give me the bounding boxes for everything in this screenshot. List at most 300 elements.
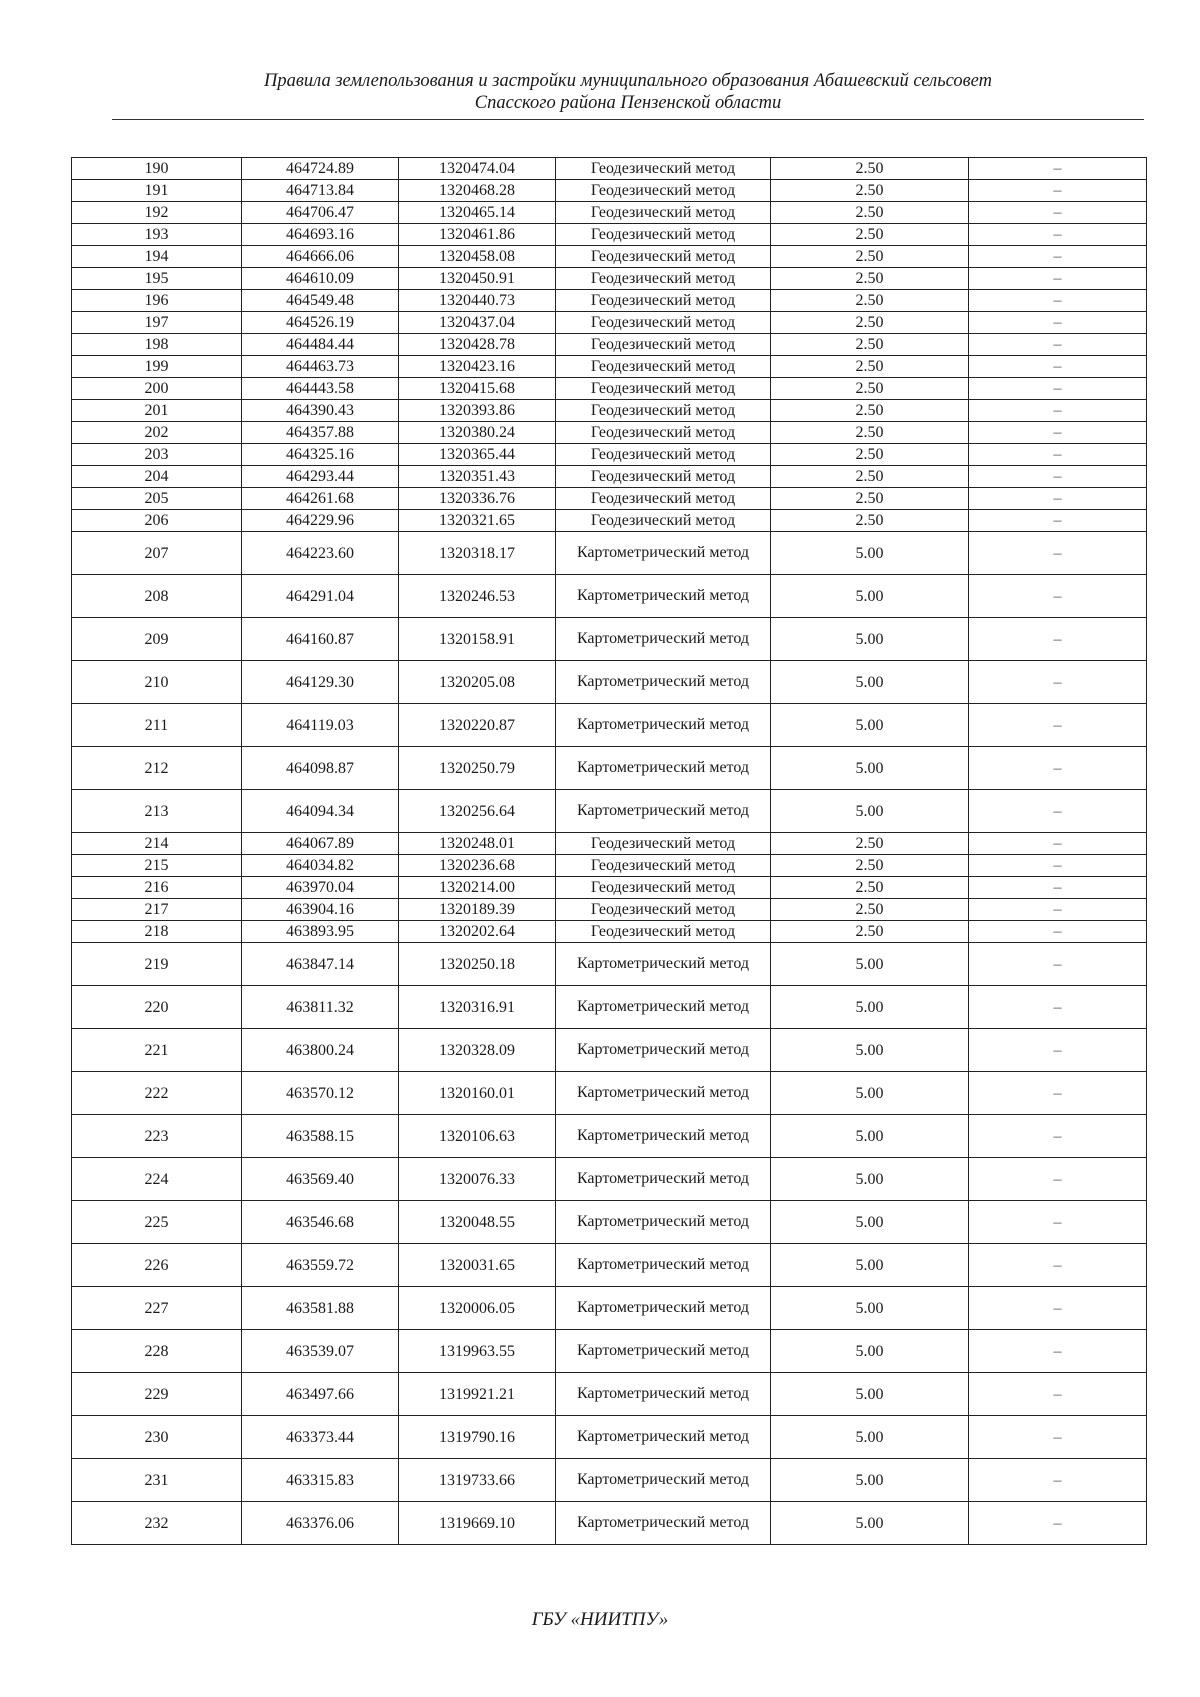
cell-accuracy: 2.50 [771, 444, 969, 466]
cell-coordinate-y: 1320428.78 [399, 334, 556, 356]
table-row [72, 510, 1147, 532]
cell-note: – [969, 1029, 1147, 1072]
cell-accuracy: 2.50 [771, 290, 969, 312]
cell-coordinate-y: 1320336.76 [399, 488, 556, 510]
table-row [72, 575, 1147, 618]
table-row [72, 1029, 1147, 1072]
cell-point-number: 222 [72, 1072, 242, 1115]
cell-coordinate-x: 464713.84 [242, 180, 399, 202]
table-row [72, 747, 1147, 790]
cell-method: Геодезический метод [556, 877, 771, 899]
cell-coordinate-x: 463497.66 [242, 1373, 399, 1416]
cell-coordinate-y: 1319733.66 [399, 1459, 556, 1502]
cell-coordinate-x: 463581.88 [242, 1287, 399, 1330]
cell-coordinate-x: 464160.87 [242, 618, 399, 661]
cell-accuracy: 5.00 [771, 1287, 969, 1330]
table-row [72, 1416, 1147, 1459]
cell-coordinate-y: 1320437.04 [399, 312, 556, 334]
table-row [72, 1115, 1147, 1158]
cell-method: Картометрический метод [556, 532, 771, 575]
cell-point-number: 211 [72, 704, 242, 747]
cell-method: Картометрический метод [556, 661, 771, 704]
cell-point-number: 204 [72, 466, 242, 488]
table-row [72, 400, 1147, 422]
cell-coordinate-y: 1319921.21 [399, 1373, 556, 1416]
cell-coordinate-x: 464034.82 [242, 855, 399, 877]
cell-point-number: 229 [72, 1373, 242, 1416]
cell-coordinate-x: 464098.87 [242, 747, 399, 790]
cell-method: Картометрический метод [556, 1201, 771, 1244]
cell-accuracy: 2.50 [771, 268, 969, 290]
table-row [72, 855, 1147, 877]
cell-note: – [969, 833, 1147, 855]
table-row [72, 378, 1147, 400]
cell-method: Картометрический метод [556, 1459, 771, 1502]
cell-point-number: 208 [72, 575, 242, 618]
cell-method: Геодезический метод [556, 180, 771, 202]
cell-note: – [969, 747, 1147, 790]
cell-method: Картометрический метод [556, 1502, 771, 1545]
header-title-line1: Правила землепользования и застройки муниципального образования Абашевский сельсовет [264, 71, 992, 91]
cell-method: Геодезический метод [556, 488, 771, 510]
cell-accuracy: 5.00 [771, 986, 969, 1029]
cell-coordinate-y: 1320214.00 [399, 877, 556, 899]
cell-coordinate-x: 464229.96 [242, 510, 399, 532]
cell-coordinate-x: 464666.06 [242, 246, 399, 268]
page-header [112, 70, 1144, 114]
cell-coordinate-y: 1320318.17 [399, 532, 556, 575]
cell-accuracy: 2.50 [771, 833, 969, 855]
cell-method: Геодезический метод [556, 334, 771, 356]
cell-accuracy: 2.50 [771, 510, 969, 532]
cell-point-number: 215 [72, 855, 242, 877]
table-row [72, 180, 1147, 202]
cell-point-number: 191 [72, 180, 242, 202]
cell-coordinate-y: 1320158.91 [399, 618, 556, 661]
cell-note: – [969, 1158, 1147, 1201]
cell-method: Картометрический метод [556, 618, 771, 661]
cell-point-number: 193 [72, 224, 242, 246]
cell-note: – [969, 202, 1147, 224]
cell-coordinate-x: 463315.83 [242, 1459, 399, 1502]
cell-method: Геодезический метод [556, 899, 771, 921]
cell-note: – [969, 180, 1147, 202]
cell-coordinate-y: 1320423.16 [399, 356, 556, 378]
cell-coordinate-y: 1320316.91 [399, 986, 556, 1029]
cell-coordinate-y: 1320076.33 [399, 1158, 556, 1201]
cell-method: Геодезический метод [556, 224, 771, 246]
table-row [72, 661, 1147, 704]
cell-accuracy: 2.50 [771, 466, 969, 488]
cell-coordinate-y: 1320160.01 [399, 1072, 556, 1115]
header-divider [112, 119, 1144, 120]
cell-point-number: 228 [72, 1330, 242, 1373]
cell-point-number: 201 [72, 400, 242, 422]
cell-point-number: 197 [72, 312, 242, 334]
cell-coordinate-y: 1320248.01 [399, 833, 556, 855]
cell-method: Геодезический метод [556, 312, 771, 334]
table-row [72, 356, 1147, 378]
table-row [72, 1287, 1147, 1330]
table-row [72, 921, 1147, 943]
cell-coordinate-x: 464261.68 [242, 488, 399, 510]
cell-accuracy: 2.50 [771, 400, 969, 422]
cell-accuracy: 5.00 [771, 575, 969, 618]
cell-coordinate-x: 464724.89 [242, 158, 399, 180]
cell-method: Картометрический метод [556, 1029, 771, 1072]
cell-coordinate-x: 463893.95 [242, 921, 399, 943]
table-row [72, 1072, 1147, 1115]
cell-point-number: 190 [72, 158, 242, 180]
cell-coordinate-x: 464293.44 [242, 466, 399, 488]
table-row [72, 422, 1147, 444]
cell-accuracy: 5.00 [771, 1502, 969, 1545]
table-row [72, 1244, 1147, 1287]
cell-method: Геодезический метод [556, 855, 771, 877]
cell-point-number: 192 [72, 202, 242, 224]
cell-point-number: 231 [72, 1459, 242, 1502]
cell-point-number: 206 [72, 510, 242, 532]
cell-point-number: 216 [72, 877, 242, 899]
cell-accuracy: 2.50 [771, 422, 969, 444]
cell-method: Картометрический метод [556, 1330, 771, 1373]
cell-coordinate-x: 464463.73 [242, 356, 399, 378]
cell-coordinate-y: 1320189.39 [399, 899, 556, 921]
cell-method: Картометрический метод [556, 1373, 771, 1416]
cell-point-number: 226 [72, 1244, 242, 1287]
cell-method: Геодезический метод [556, 158, 771, 180]
cell-note: – [969, 1502, 1147, 1545]
cell-method: Картометрический метод [556, 1115, 771, 1158]
cell-accuracy: 2.50 [771, 899, 969, 921]
cell-accuracy: 5.00 [771, 1416, 969, 1459]
cell-coordinate-y: 1320393.86 [399, 400, 556, 422]
cell-point-number: 224 [72, 1158, 242, 1201]
cell-accuracy: 2.50 [771, 855, 969, 877]
cell-point-number: 198 [72, 334, 242, 356]
cell-note: – [969, 312, 1147, 334]
cell-note: – [969, 1416, 1147, 1459]
cell-method: Картометрический метод [556, 1244, 771, 1287]
cell-method: Картометрический метод [556, 790, 771, 833]
cell-point-number: 214 [72, 833, 242, 855]
cell-note: – [969, 1115, 1147, 1158]
cell-accuracy: 5.00 [771, 1373, 969, 1416]
cell-method: Геодезический метод [556, 202, 771, 224]
cell-point-number: 221 [72, 1029, 242, 1072]
cell-coordinate-x: 463559.72 [242, 1244, 399, 1287]
cell-method: Геодезический метод [556, 444, 771, 466]
cell-note: – [969, 356, 1147, 378]
cell-coordinate-x: 463800.24 [242, 1029, 399, 1072]
table-row [72, 1158, 1147, 1201]
cell-method: Картометрический метод [556, 986, 771, 1029]
cell-method: Геодезический метод [556, 356, 771, 378]
cell-point-number: 199 [72, 356, 242, 378]
cell-coordinate-x: 463539.07 [242, 1330, 399, 1373]
table-row [72, 1201, 1147, 1244]
cell-accuracy: 5.00 [771, 1244, 969, 1287]
cell-coordinate-y: 1320458.08 [399, 246, 556, 268]
cell-note: – [969, 290, 1147, 312]
cell-note: – [969, 661, 1147, 704]
cell-note: – [969, 943, 1147, 986]
cell-note: – [969, 224, 1147, 246]
table-row [72, 790, 1147, 833]
cell-accuracy: 2.50 [771, 312, 969, 334]
cell-method: Картометрический метод [556, 1416, 771, 1459]
cell-note: – [969, 1330, 1147, 1373]
cell-coordinate-x: 464129.30 [242, 661, 399, 704]
cell-coordinate-x: 464094.34 [242, 790, 399, 833]
cell-coordinate-x: 464390.43 [242, 400, 399, 422]
cell-note: – [969, 488, 1147, 510]
cell-note: – [969, 510, 1147, 532]
cell-accuracy: 2.50 [771, 921, 969, 943]
table-row [72, 899, 1147, 921]
cell-accuracy: 5.00 [771, 1330, 969, 1373]
cell-coordinate-y: 1320321.65 [399, 510, 556, 532]
cell-accuracy: 2.50 [771, 180, 969, 202]
table-row [72, 618, 1147, 661]
cell-coordinate-y: 1320031.65 [399, 1244, 556, 1287]
cell-method: Картометрический метод [556, 704, 771, 747]
table-row [72, 1373, 1147, 1416]
cell-coordinate-y: 1320415.68 [399, 378, 556, 400]
cell-coordinate-x: 464067.89 [242, 833, 399, 855]
cell-note: – [969, 444, 1147, 466]
cell-coordinate-y: 1320474.04 [399, 158, 556, 180]
cell-coordinate-x: 464357.88 [242, 422, 399, 444]
cell-coordinate-y: 1320202.64 [399, 921, 556, 943]
table-row [72, 704, 1147, 747]
cell-point-number: 225 [72, 1201, 242, 1244]
cell-accuracy: 5.00 [771, 747, 969, 790]
cell-note: – [969, 855, 1147, 877]
table-row [72, 532, 1147, 575]
cell-coordinate-x: 463847.14 [242, 943, 399, 986]
cell-coordinate-y: 1320468.28 [399, 180, 556, 202]
cell-point-number: 227 [72, 1287, 242, 1330]
cell-accuracy: 5.00 [771, 704, 969, 747]
cell-coordinate-y: 1319963.55 [399, 1330, 556, 1373]
cell-accuracy: 2.50 [771, 488, 969, 510]
cell-method: Геодезический метод [556, 510, 771, 532]
cell-coordinate-y: 1320106.63 [399, 1115, 556, 1158]
cell-point-number: 223 [72, 1115, 242, 1158]
cell-coordinate-x: 463811.32 [242, 986, 399, 1029]
cell-coordinate-y: 1320246.53 [399, 575, 556, 618]
cell-point-number: 205 [72, 488, 242, 510]
cell-method: Геодезический метод [556, 466, 771, 488]
cell-note: – [969, 422, 1147, 444]
header-title-line2: Спасского района Пензенской области [474, 93, 782, 113]
cell-coordinate-x: 463588.15 [242, 1115, 399, 1158]
table-row [72, 202, 1147, 224]
cell-coordinate-y: 1320006.05 [399, 1287, 556, 1330]
cell-method: Геодезический метод [556, 833, 771, 855]
cell-accuracy: 2.50 [771, 224, 969, 246]
cell-note: – [969, 334, 1147, 356]
cell-coordinate-y: 1320450.91 [399, 268, 556, 290]
cell-coordinate-x: 464484.44 [242, 334, 399, 356]
table-row [72, 488, 1147, 510]
table-row [72, 246, 1147, 268]
cell-note: – [969, 790, 1147, 833]
cell-note: – [969, 618, 1147, 661]
cell-coordinate-x: 464119.03 [242, 704, 399, 747]
cell-coordinate-y: 1320205.08 [399, 661, 556, 704]
cell-method: Картометрический метод [556, 747, 771, 790]
table-row [72, 290, 1147, 312]
cell-note: – [969, 1072, 1147, 1115]
cell-coordinate-y: 1320236.68 [399, 855, 556, 877]
cell-point-number: 220 [72, 986, 242, 1029]
cell-coordinate-x: 463569.40 [242, 1158, 399, 1201]
coordinates-table-body [72, 158, 1147, 1545]
cell-method: Геодезический метод [556, 246, 771, 268]
cell-point-number: 203 [72, 444, 242, 466]
table-row [72, 877, 1147, 899]
cell-point-number: 194 [72, 246, 242, 268]
table-row [72, 334, 1147, 356]
footer-organization: ГБУ «НИИТПУ» [531, 1609, 669, 1630]
cell-coordinate-x: 463570.12 [242, 1072, 399, 1115]
cell-coordinate-x: 463376.06 [242, 1502, 399, 1545]
cell-point-number: 217 [72, 899, 242, 921]
cell-point-number: 230 [72, 1416, 242, 1459]
cell-coordinate-x: 463373.44 [242, 1416, 399, 1459]
cell-coordinate-y: 1320365.44 [399, 444, 556, 466]
cell-point-number: 213 [72, 790, 242, 833]
cell-coordinate-y: 1320380.24 [399, 422, 556, 444]
cell-coordinate-x: 464610.09 [242, 268, 399, 290]
cell-coordinate-x: 463904.16 [242, 899, 399, 921]
cell-coordinate-y: 1320465.14 [399, 202, 556, 224]
cell-coordinate-y: 1320351.43 [399, 466, 556, 488]
cell-note: – [969, 921, 1147, 943]
cell-point-number: 209 [72, 618, 242, 661]
cell-accuracy: 2.50 [771, 334, 969, 356]
table-row [72, 943, 1147, 986]
cell-point-number: 219 [72, 943, 242, 986]
cell-note: – [969, 1201, 1147, 1244]
cell-accuracy: 2.50 [771, 378, 969, 400]
cell-note: – [969, 1287, 1147, 1330]
table-row [72, 1502, 1147, 1545]
cell-note: – [969, 1244, 1147, 1287]
cell-coordinate-x: 464291.04 [242, 575, 399, 618]
cell-note: – [969, 268, 1147, 290]
cell-method: Картометрический метод [556, 575, 771, 618]
cell-accuracy: 5.00 [771, 1072, 969, 1115]
cell-point-number: 196 [72, 290, 242, 312]
cell-coordinate-x: 464693.16 [242, 224, 399, 246]
cell-coordinate-x: 464549.48 [242, 290, 399, 312]
table-row [72, 224, 1147, 246]
cell-accuracy: 5.00 [771, 1201, 969, 1244]
cell-note: – [969, 532, 1147, 575]
cell-coordinate-x: 463970.04 [242, 877, 399, 899]
table-row [72, 1459, 1147, 1502]
cell-point-number: 202 [72, 422, 242, 444]
cell-accuracy: 5.00 [771, 943, 969, 986]
cell-accuracy: 5.00 [771, 1115, 969, 1158]
cell-note: – [969, 704, 1147, 747]
cell-note: – [969, 1459, 1147, 1502]
cell-method: Картометрический метод [556, 1287, 771, 1330]
cell-accuracy: 5.00 [771, 532, 969, 575]
cell-point-number: 200 [72, 378, 242, 400]
cell-coordinate-y: 1320328.09 [399, 1029, 556, 1072]
cell-point-number: 207 [72, 532, 242, 575]
cell-note: – [969, 575, 1147, 618]
cell-coordinate-x: 463546.68 [242, 1201, 399, 1244]
cell-note: – [969, 378, 1147, 400]
cell-method: Картометрический метод [556, 943, 771, 986]
table-row [72, 158, 1147, 180]
cell-coordinate-y: 1319669.10 [399, 1502, 556, 1545]
cell-coordinate-x: 464443.58 [242, 378, 399, 400]
cell-method: Картометрический метод [556, 1158, 771, 1201]
cell-accuracy: 5.00 [771, 790, 969, 833]
cell-method: Картометрический метод [556, 1072, 771, 1115]
cell-accuracy: 5.00 [771, 1029, 969, 1072]
cell-method: Геодезический метод [556, 921, 771, 943]
cell-coordinate-y: 1320461.86 [399, 224, 556, 246]
cell-accuracy: 2.50 [771, 877, 969, 899]
cell-coordinate-x: 464325.16 [242, 444, 399, 466]
coordinates-table [71, 157, 1147, 1545]
table-row [72, 833, 1147, 855]
cell-coordinate-y: 1319790.16 [399, 1416, 556, 1459]
cell-point-number: 195 [72, 268, 242, 290]
cell-point-number: 232 [72, 1502, 242, 1545]
cell-note: – [969, 899, 1147, 921]
cell-note: – [969, 1373, 1147, 1416]
cell-coordinate-x: 464706.47 [242, 202, 399, 224]
cell-accuracy: 2.50 [771, 246, 969, 268]
table-row [72, 466, 1147, 488]
cell-point-number: 210 [72, 661, 242, 704]
cell-point-number: 212 [72, 747, 242, 790]
cell-accuracy: 5.00 [771, 1158, 969, 1201]
cell-method: Геодезический метод [556, 290, 771, 312]
table-row [72, 312, 1147, 334]
cell-coordinate-y: 1320440.73 [399, 290, 556, 312]
cell-coordinate-y: 1320220.87 [399, 704, 556, 747]
cell-note: – [969, 986, 1147, 1029]
cell-accuracy: 2.50 [771, 158, 969, 180]
cell-note: – [969, 466, 1147, 488]
table-row [72, 986, 1147, 1029]
cell-coordinate-y: 1320048.55 [399, 1201, 556, 1244]
cell-coordinate-y: 1320250.79 [399, 747, 556, 790]
cell-note: – [969, 877, 1147, 899]
cell-accuracy: 5.00 [771, 1459, 969, 1502]
cell-coordinate-x: 464223.60 [242, 532, 399, 575]
cell-method: Геодезический метод [556, 422, 771, 444]
cell-accuracy: 5.00 [771, 661, 969, 704]
cell-method: Геодезический метод [556, 378, 771, 400]
cell-coordinate-y: 1320256.64 [399, 790, 556, 833]
cell-note: – [969, 246, 1147, 268]
cell-coordinate-x: 464526.19 [242, 312, 399, 334]
cell-coordinate-y: 1320250.18 [399, 943, 556, 986]
cell-accuracy: 2.50 [771, 202, 969, 224]
cell-point-number: 218 [72, 921, 242, 943]
cell-accuracy: 2.50 [771, 356, 969, 378]
